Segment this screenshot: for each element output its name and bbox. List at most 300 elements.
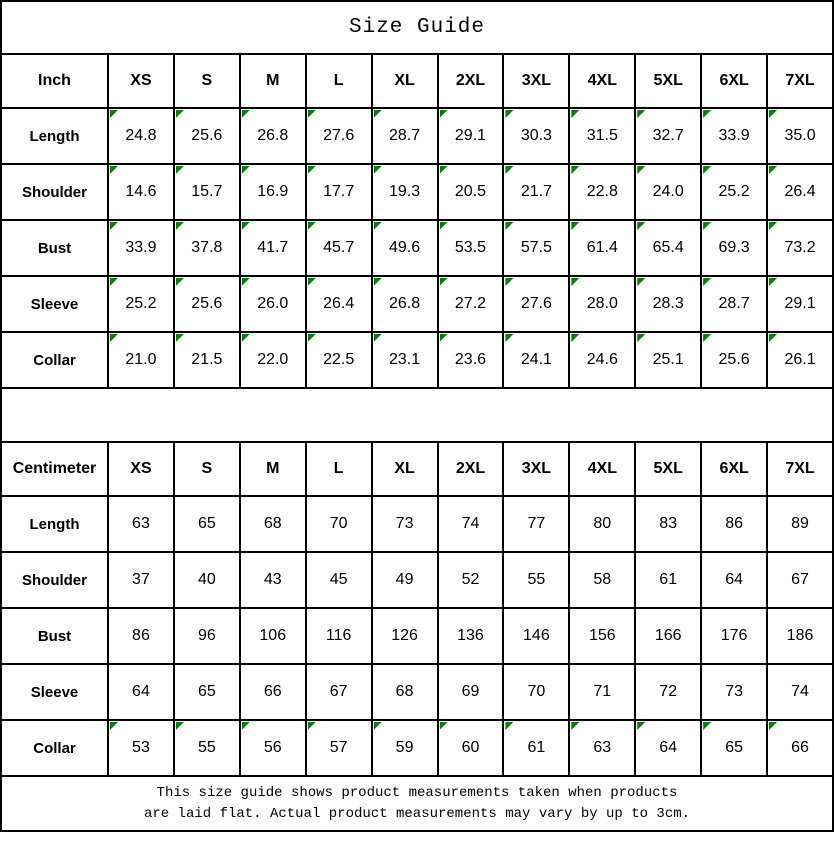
measurement-value: 65: [197, 683, 216, 700]
measurement-value: 73: [395, 515, 414, 532]
measurement-value: 136: [457, 627, 484, 644]
measurement-cell: [240, 164, 306, 220]
measurement-cell: [174, 496, 240, 552]
measurement-cell: [569, 220, 635, 276]
measurement-value: 64: [132, 683, 150, 700]
cell-flag-icon: [571, 334, 579, 342]
cell-flag-icon: [374, 722, 382, 730]
size-column-header: M: [240, 442, 306, 496]
measurement-cell: [174, 608, 240, 664]
measurement-cell: [108, 608, 174, 664]
measurement-cell: [438, 164, 504, 220]
measurement-value: 77: [527, 515, 546, 532]
size-column-header: 6XL: [701, 442, 767, 496]
cell-flag-icon: [440, 222, 448, 230]
cell-flag-icon: [769, 222, 777, 230]
measurement-cell: [701, 552, 767, 608]
measurement-value: 64: [659, 739, 678, 756]
measurement-value: 33.9: [125, 239, 157, 256]
measurement-cell: [108, 720, 174, 776]
measurement-value: 25.6: [191, 295, 223, 312]
measurement-value: 66: [791, 739, 809, 756]
measurement-value: 74: [461, 515, 480, 532]
measurement-value: 53.5: [454, 239, 487, 256]
measurement-value: 65: [197, 515, 216, 532]
measurement-value: 73: [725, 683, 743, 700]
measurement-value: 73.2: [784, 239, 816, 256]
size-column-header: 5XL: [635, 442, 701, 496]
measurement-value: 25.1: [652, 351, 684, 368]
measurement-value: 64: [725, 571, 743, 588]
measurement-value: 14.6: [125, 183, 157, 200]
measurement-value: 67: [791, 571, 809, 588]
inch-row-bust: [1, 220, 833, 276]
measurement-cell: [701, 608, 767, 664]
cell-flag-icon: [374, 166, 382, 174]
measurement-value: 116: [325, 627, 352, 644]
measurement-value: 52: [461, 571, 480, 588]
measurement-value: 22.0: [257, 351, 289, 368]
size-column-header: L: [306, 54, 372, 108]
size-column-header: 2XL: [438, 54, 504, 108]
measurement-value: 16.9: [257, 183, 289, 200]
measurement-cell: [306, 108, 372, 164]
measurement-value: 106: [259, 627, 287, 644]
cell-flag-icon: [308, 110, 316, 118]
measurement-cell: [372, 496, 438, 552]
cell-flag-icon: [110, 166, 118, 174]
cell-flag-icon: [176, 278, 184, 286]
measurement-value: 65: [725, 739, 743, 756]
cell-flag-icon: [571, 722, 579, 730]
measurement-value: 61: [659, 571, 678, 588]
measurement-value: 68: [395, 683, 414, 700]
cell-flag-icon: [374, 110, 382, 118]
measurement-value: 23.1: [389, 351, 421, 368]
measurement-value: 53: [132, 739, 150, 756]
cell-flag-icon: [769, 166, 777, 174]
measurement-cell: [174, 332, 240, 388]
measurement-cell: [635, 720, 701, 776]
size-column-header: S: [174, 442, 240, 496]
row-label: Collar: [1, 720, 108, 776]
measurement-cell: [240, 720, 306, 776]
cell-flag-icon: [110, 110, 118, 118]
cell-flag-icon: [308, 222, 316, 230]
cell-flag-icon: [637, 166, 645, 174]
measurement-value: 31.5: [586, 127, 618, 144]
measurement-value: 26.4: [784, 183, 816, 200]
measurement-cell: [108, 164, 174, 220]
measurement-cell: [108, 276, 174, 332]
measurement-cell: [108, 220, 174, 276]
measurement-value: 96: [197, 627, 216, 644]
measurement-cell: [767, 332, 833, 388]
measurement-cell: [240, 220, 306, 276]
measurement-value: 74: [791, 683, 809, 700]
footer-note: [1, 776, 833, 831]
measurement-value: 26.4: [323, 295, 355, 312]
cell-flag-icon: [571, 110, 579, 118]
measurement-value: 41.7: [257, 239, 289, 256]
cell-flag-icon: [637, 722, 645, 730]
measurement-value: 66: [263, 683, 282, 700]
cell-flag-icon: [110, 278, 118, 286]
row-label: Bust: [1, 608, 108, 664]
size-column-header: 3XL: [503, 442, 569, 496]
measurement-cell: [701, 332, 767, 388]
cm-row-shoulder: [1, 552, 833, 608]
measurement-cell: [240, 108, 306, 164]
cell-flag-icon: [505, 166, 513, 174]
measurement-cell: [174, 720, 240, 776]
measurement-value: 24.0: [652, 183, 684, 200]
measurement-value: 58: [593, 571, 612, 588]
size-column-header: XS: [108, 54, 174, 108]
measurement-value: 26.8: [389, 295, 421, 312]
cell-flag-icon: [242, 278, 250, 286]
measurement-value: 19.3: [389, 183, 421, 200]
measurement-value: 61: [527, 739, 546, 756]
measurement-cell: [438, 220, 504, 276]
measurement-cell: [306, 664, 372, 720]
measurement-value: 71: [593, 683, 612, 700]
size-column-header: L: [306, 442, 372, 496]
cell-flag-icon: [308, 722, 316, 730]
measurement-value: 70: [527, 683, 546, 700]
measurement-value: 29.1: [784, 295, 816, 312]
measurement-cell: [701, 164, 767, 220]
measurement-cell: [438, 720, 504, 776]
cell-flag-icon: [176, 722, 184, 730]
cell-flag-icon: [703, 110, 711, 118]
measurement-cell: [306, 220, 372, 276]
size-column-header: 4XL: [569, 54, 635, 108]
cell-flag-icon: [242, 222, 250, 230]
measurement-cell: [503, 108, 569, 164]
row-label: Shoulder: [1, 552, 108, 608]
size-column-header: XL: [372, 54, 438, 108]
measurement-cell: [438, 108, 504, 164]
measurement-value: 20.5: [454, 183, 487, 200]
measurement-value: 28.7: [718, 295, 750, 312]
size-column-header: M: [240, 54, 306, 108]
measurement-cell: [635, 276, 701, 332]
measurement-value: 37: [132, 571, 150, 588]
cell-flag-icon: [769, 722, 777, 730]
cell-flag-icon: [440, 166, 448, 174]
measurement-cell: [503, 164, 569, 220]
measurement-cell: [438, 276, 504, 332]
measurement-cell: [767, 608, 833, 664]
measurement-value: 37.8: [191, 239, 223, 256]
title-row: [1, 1, 833, 54]
measurement-cell: [108, 332, 174, 388]
measurement-cell: [569, 496, 635, 552]
measurement-value: 24.6: [586, 351, 618, 368]
cm-row-sleeve: [1, 664, 833, 720]
measurement-value: 60: [461, 739, 480, 756]
measurement-cell: [372, 608, 438, 664]
measurement-cell: [240, 496, 306, 552]
measurement-cell: [503, 332, 569, 388]
cell-flag-icon: [242, 166, 250, 174]
measurement-cell: [767, 552, 833, 608]
measurement-value: 176: [720, 627, 748, 644]
measurement-cell: [767, 276, 833, 332]
measurement-value: 86: [132, 627, 150, 644]
measurement-value: 65.4: [652, 239, 684, 256]
size-column-header: 5XL: [635, 54, 701, 108]
measurement-value: 28.0: [586, 295, 618, 312]
cell-flag-icon: [242, 334, 250, 342]
measurement-cell: [767, 496, 833, 552]
measurement-value: 72: [659, 683, 678, 700]
measurement-cell: [767, 220, 833, 276]
measurement-value: 166: [654, 627, 682, 644]
measurement-cell: [767, 164, 833, 220]
measurement-value: 63: [593, 739, 612, 756]
cell-flag-icon: [637, 110, 645, 118]
measurement-value: 55: [197, 739, 216, 756]
measurement-value: 26.0: [257, 295, 289, 312]
measurement-cell: [635, 664, 701, 720]
cell-flag-icon: [440, 110, 448, 118]
cell-flag-icon: [637, 334, 645, 342]
row-label: Sleeve: [1, 664, 108, 720]
measurement-cell: [306, 332, 372, 388]
measurement-cell: [306, 164, 372, 220]
cell-flag-icon: [505, 722, 513, 730]
measurement-value: 126: [391, 627, 418, 644]
measurement-cell: [438, 608, 504, 664]
measurement-cell: [306, 608, 372, 664]
cell-flag-icon: [571, 278, 579, 286]
measurement-value: 156: [588, 627, 616, 644]
measurement-cell: [108, 496, 174, 552]
measurement-cell: [569, 332, 635, 388]
size-column-header: 7XL: [767, 54, 833, 108]
measurement-cell: [306, 720, 372, 776]
measurement-value: 63: [132, 515, 150, 532]
measurement-value: 45.7: [323, 239, 355, 256]
measurement-value: 80: [593, 515, 612, 532]
inch-row-sleeve: [1, 276, 833, 332]
measurement-value: 86: [725, 515, 743, 532]
measurement-value: 28.3: [652, 295, 684, 312]
size-column-header: 2XL: [438, 442, 504, 496]
cell-flag-icon: [440, 722, 448, 730]
cell-flag-icon: [571, 166, 579, 174]
measurement-value: 15.7: [191, 183, 223, 200]
cell-flag-icon: [505, 334, 513, 342]
measurement-value: 43: [263, 571, 282, 588]
measurement-cell: [240, 664, 306, 720]
measurement-cell: [503, 608, 569, 664]
cell-flag-icon: [374, 334, 382, 342]
measurement-value: 68: [263, 515, 282, 532]
measurement-value: 21.7: [520, 183, 552, 200]
measurement-cell: [174, 220, 240, 276]
measurement-value: 24.8: [125, 127, 157, 144]
measurement-cell: [240, 552, 306, 608]
measurement-value: 27.6: [520, 295, 552, 312]
measurement-cell: [372, 164, 438, 220]
measurement-value: 40: [197, 571, 216, 588]
measurement-cell: [240, 608, 306, 664]
measurement-cell: [306, 496, 372, 552]
size-column-header: 4XL: [569, 442, 635, 496]
cell-flag-icon: [176, 222, 184, 230]
footer-note-line2: are laid flat. Actual product measurements may vary by up to 3cm.: [143, 805, 691, 822]
measurement-value: 24.1: [520, 351, 552, 368]
measurement-cell: [174, 552, 240, 608]
cm-row-length: [1, 496, 833, 552]
cell-flag-icon: [308, 278, 316, 286]
cell-flag-icon: [176, 110, 184, 118]
unit-header: Centimeter: [1, 442, 108, 496]
row-label: Length: [1, 108, 108, 164]
measurement-value: 69: [461, 683, 480, 700]
measurement-cell: [372, 552, 438, 608]
measurement-value: 57.5: [520, 239, 552, 256]
footer-row: [1, 776, 833, 831]
measurement-value: 25.2: [125, 295, 157, 312]
measurement-cell: [701, 108, 767, 164]
cell-flag-icon: [308, 166, 316, 174]
cell-flag-icon: [374, 222, 382, 230]
cell-flag-icon: [308, 334, 316, 342]
measurement-cell: [701, 496, 767, 552]
cell-flag-icon: [110, 222, 118, 230]
measurement-cell: [569, 108, 635, 164]
measurement-cell: [503, 720, 569, 776]
measurement-value: 22.8: [586, 183, 618, 200]
row-label: Sleeve: [1, 276, 108, 332]
measurement-cell: [174, 276, 240, 332]
cell-flag-icon: [505, 222, 513, 230]
measurement-cell: [569, 164, 635, 220]
cm-header-row: [1, 442, 833, 496]
measurement-value: 17.7: [323, 183, 355, 200]
measurement-value: 56: [263, 739, 282, 756]
measurement-value: 21.5: [191, 351, 223, 368]
measurement-cell: [767, 720, 833, 776]
measurement-cell: [240, 332, 306, 388]
measurement-cell: [767, 108, 833, 164]
measurement-cell: [503, 276, 569, 332]
measurement-cell: [569, 552, 635, 608]
row-label: Length: [1, 496, 108, 552]
measurement-cell: [174, 664, 240, 720]
measurement-value: 186: [786, 627, 814, 644]
measurement-value: 49.6: [389, 239, 421, 256]
cell-flag-icon: [703, 222, 711, 230]
cell-flag-icon: [703, 278, 711, 286]
measurement-value: 69.3: [718, 239, 750, 256]
cell-flag-icon: [703, 722, 711, 730]
measurement-cell: [569, 720, 635, 776]
measurement-value: 22.5: [323, 351, 355, 368]
size-column-header: XL: [372, 442, 438, 496]
measurement-cell: [767, 664, 833, 720]
measurement-cell: [438, 332, 504, 388]
spacer-cell: [1, 388, 833, 442]
inch-row-collar: [1, 332, 833, 388]
spacer-row: [1, 388, 833, 442]
size-column-header: XS: [108, 442, 174, 496]
cell-flag-icon: [176, 166, 184, 174]
cm-row-bust: [1, 608, 833, 664]
measurement-value: 23.6: [454, 351, 487, 368]
cell-flag-icon: [637, 222, 645, 230]
cell-flag-icon: [110, 334, 118, 342]
cell-flag-icon: [769, 334, 777, 342]
inch-header-row: [1, 54, 833, 108]
cell-flag-icon: [571, 222, 579, 230]
measurement-value: 61.4: [586, 239, 618, 256]
row-label: Collar: [1, 332, 108, 388]
measurement-cell: [503, 552, 569, 608]
measurement-cell: [306, 276, 372, 332]
size-column-header: 6XL: [701, 54, 767, 108]
measurement-value: 32.7: [652, 127, 684, 144]
footer-note-line1: This size guide shows product measurements taken when products: [156, 785, 678, 802]
measurement-value: 59: [395, 739, 414, 756]
measurement-value: 27.2: [454, 295, 487, 312]
measurement-value: 45: [329, 571, 348, 588]
measurement-cell: [372, 276, 438, 332]
measurement-cell: [701, 220, 767, 276]
measurement-cell: [372, 108, 438, 164]
measurement-value: 29.1: [454, 127, 487, 144]
measurement-value: 55: [527, 571, 546, 588]
measurement-cell: [108, 664, 174, 720]
measurement-value: 25.6: [191, 127, 223, 144]
size-column-header: 7XL: [767, 442, 833, 496]
row-label: Bust: [1, 220, 108, 276]
measurement-cell: [372, 664, 438, 720]
row-label: Shoulder: [1, 164, 108, 220]
measurement-value: 57: [329, 739, 348, 756]
measurement-cell: [372, 720, 438, 776]
measurement-value: 25.6: [718, 351, 750, 368]
measurement-cell: [438, 664, 504, 720]
size-column-header: 3XL: [503, 54, 569, 108]
measurement-cell: [635, 332, 701, 388]
measurement-value: 49: [395, 571, 414, 588]
cell-flag-icon: [637, 278, 645, 286]
cell-flag-icon: [242, 110, 250, 118]
page-title: Size Guide: [1, 1, 833, 54]
measurement-cell: [306, 552, 372, 608]
cell-flag-icon: [505, 278, 513, 286]
measurement-cell: [635, 108, 701, 164]
measurement-value: 28.7: [389, 127, 421, 144]
measurement-cell: [635, 608, 701, 664]
cell-flag-icon: [505, 110, 513, 118]
measurement-cell: [701, 664, 767, 720]
measurement-value: 33.9: [718, 127, 750, 144]
measurement-value: 26.1: [784, 351, 816, 368]
cell-flag-icon: [242, 722, 250, 730]
measurement-value: 21.0: [125, 351, 157, 368]
measurement-cell: [635, 496, 701, 552]
cm-row-collar: [1, 720, 833, 776]
measurement-cell: [701, 276, 767, 332]
measurement-cell: [108, 552, 174, 608]
measurement-cell: [569, 664, 635, 720]
